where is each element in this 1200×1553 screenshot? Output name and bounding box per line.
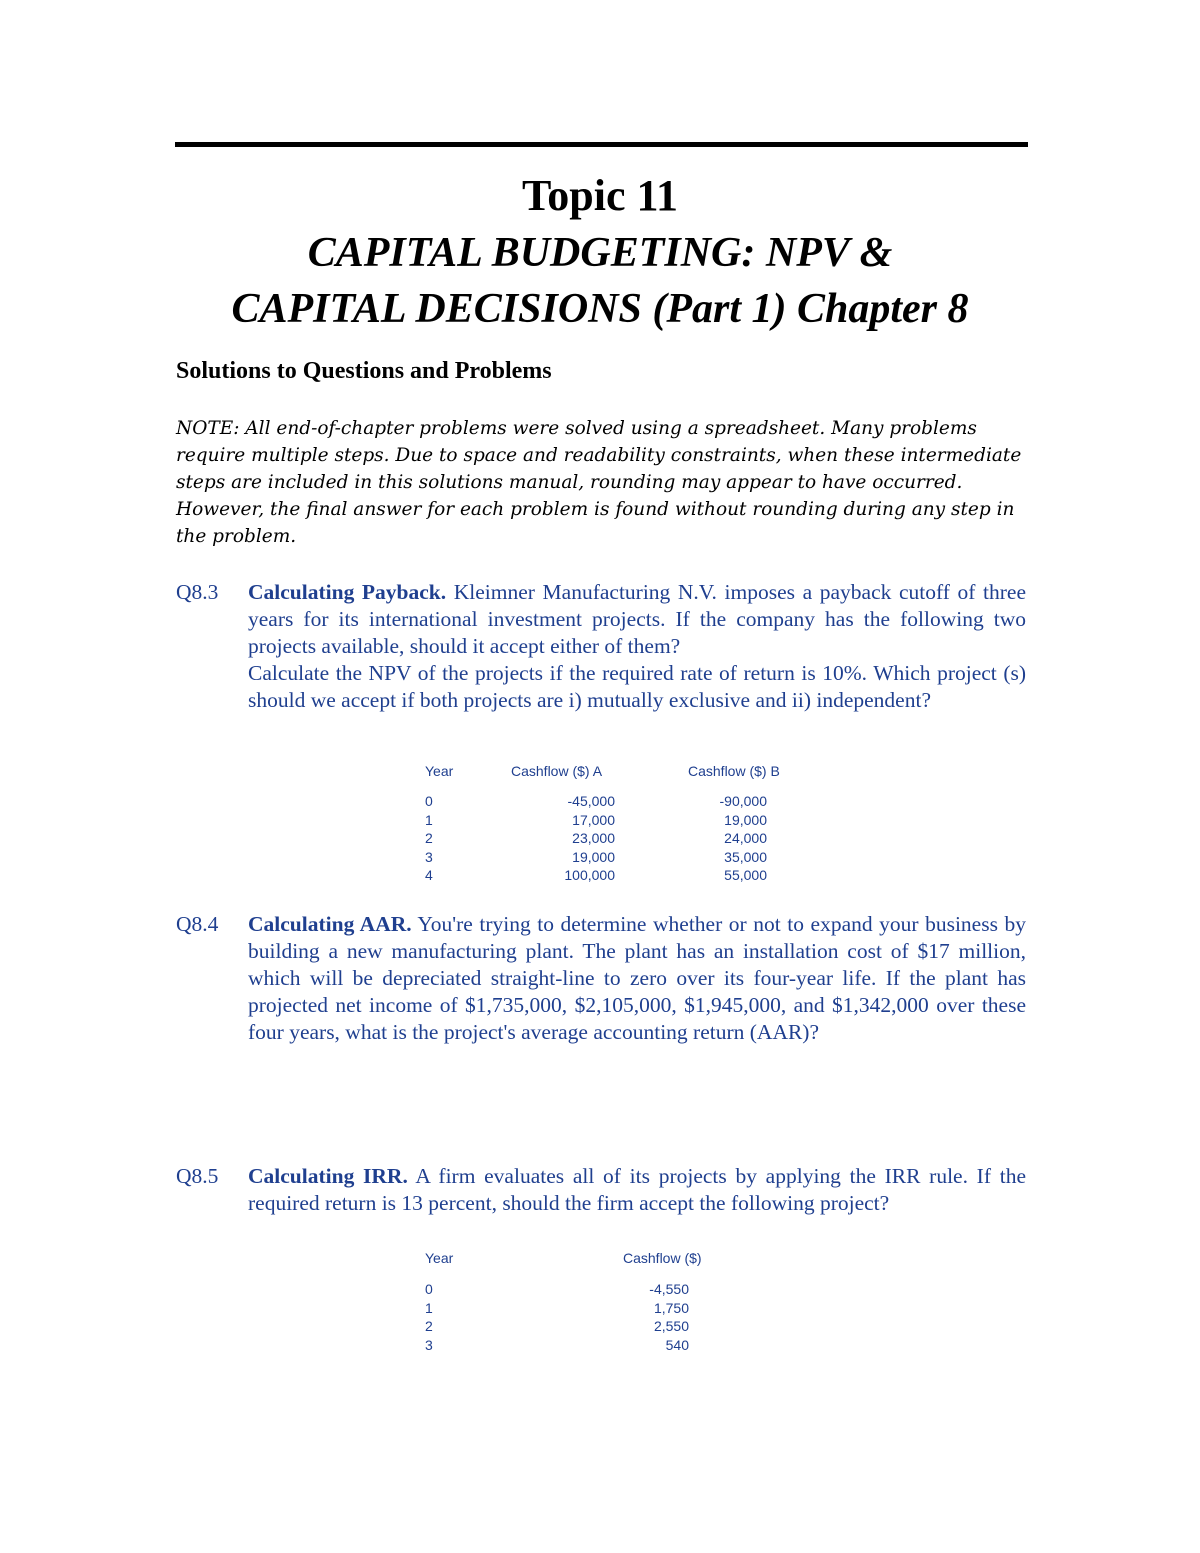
question-number: Q8.3 — [176, 580, 219, 604]
note-line: NOTE: All end-of-chapter problems were solved using a spreadsheet. Many problems — [176, 418, 977, 439]
table-cell: 1 — [425, 811, 433, 828]
chapter-title — [160, 225, 1040, 337]
table-cell: -4,550 — [649, 1281, 689, 1297]
note-line: the problem. — [176, 526, 297, 547]
table-cell: 1,750 — [653, 1299, 689, 1316]
year-column — [425, 1280, 433, 1354]
table-cell: 2 — [425, 1318, 433, 1334]
note-line: steps are included in this solutions manual, rounding may appear to have occurred. — [176, 472, 963, 493]
note-line: However, the final answer for each problem is found without rounding during any step in — [176, 499, 1015, 520]
column-header-year: Year — [425, 1250, 454, 1266]
cashflow-b-column — [667, 792, 767, 885]
year-column — [425, 792, 433, 885]
table-cell: 540 — [665, 1336, 689, 1353]
question-text: You're trying to determine whether or not to expand your business by building a new manufacturing plant. The plant has an installation cost of $17 million, which will be depreciated straight-line to zero over its four-year life. If the plant has projected net income of $1,735,000, $2,105,000, $1,945,000, and $1,342,000 over these four years, what is the project's average accounting return (AAR)? — [248, 912, 1027, 1044]
table-cell: 19,000 — [724, 811, 767, 828]
table-cell: 3 — [425, 848, 433, 865]
table-cell: 0 — [425, 793, 433, 809]
cashflow-column — [595, 1280, 689, 1354]
title-line-1: CAPITAL BUDGETING: NPV & — [307, 230, 893, 276]
table-cell: 1 — [425, 1299, 433, 1316]
question-q8-4 — [176, 911, 1026, 1046]
table-cell: 24,000 — [724, 830, 767, 846]
question-body — [248, 1163, 1026, 1217]
table-cell: 2 — [425, 830, 433, 846]
table-cell: 3 — [425, 1336, 433, 1353]
top-rule — [175, 142, 1028, 147]
topic-heading: Topic 11 — [521, 171, 679, 220]
table-cell: 35,000 — [724, 848, 767, 865]
question-title: Calculating AAR. — [248, 912, 412, 936]
question-q8-3 — [176, 579, 1026, 714]
question-title: Calculating IRR. — [248, 1164, 408, 1188]
column-header-cashflow: Cashflow ($) — [623, 1250, 702, 1266]
table-cell: 55,000 — [724, 867, 767, 883]
section-subheading: Solutions to Questions and Problems — [176, 358, 552, 384]
table-cell: 17,000 — [572, 811, 615, 828]
table-cell: 2,550 — [653, 1318, 689, 1334]
table-cell: -45,000 — [567, 793, 615, 809]
question-body — [248, 911, 1026, 1046]
table-cell: 4 — [425, 867, 433, 883]
question-text: A firm evaluates all of its projects by applying the IRR rule. If the required return is 13 percent, should the firm accept the following project? — [248, 1164, 1026, 1215]
cashflow-table-q8-3 — [425, 763, 805, 893]
note-line: require multiple steps. Due to space and readability constraints, when these intermediate — [176, 445, 1022, 466]
question-q8-5 — [176, 1163, 1026, 1217]
question-number: Q8.4 — [176, 912, 219, 936]
table-cell: 0 — [425, 1281, 433, 1297]
question-body — [248, 579, 1026, 714]
table-cell: -90,000 — [719, 793, 767, 809]
note-paragraph — [176, 415, 1036, 550]
column-header-cashflow-b: Cashflow ($) B — [688, 763, 780, 779]
table-cell: 19,000 — [572, 848, 615, 865]
table-cell: 100,000 — [564, 867, 615, 883]
column-header-year: Year — [425, 763, 454, 779]
column-header-cashflow-a: Cashflow ($) A — [511, 763, 603, 779]
cashflow-table-q8-5 — [425, 1250, 745, 1360]
table-cell: 23,000 — [572, 830, 615, 846]
question-text-2: Calculate the NPV of the projects if the required rate of return is 10%. Which project (s) should we accept if both projects are i) mutually exclusive and ii) independent? — [248, 661, 1026, 712]
question-title: Calculating Payback. — [248, 580, 447, 604]
cashflow-a-column — [515, 792, 615, 885]
title-line-2: CAPITAL DECISIONS (Part 1) Chapter 8 — [231, 286, 969, 332]
question-text: Kleimner Manufacturing N.V. imposes a payback cutoff of three years for its international investment projects. If the company has the following two projects available, should it accept either of them? — [248, 580, 1027, 658]
question-number: Q8.5 — [176, 1164, 219, 1188]
